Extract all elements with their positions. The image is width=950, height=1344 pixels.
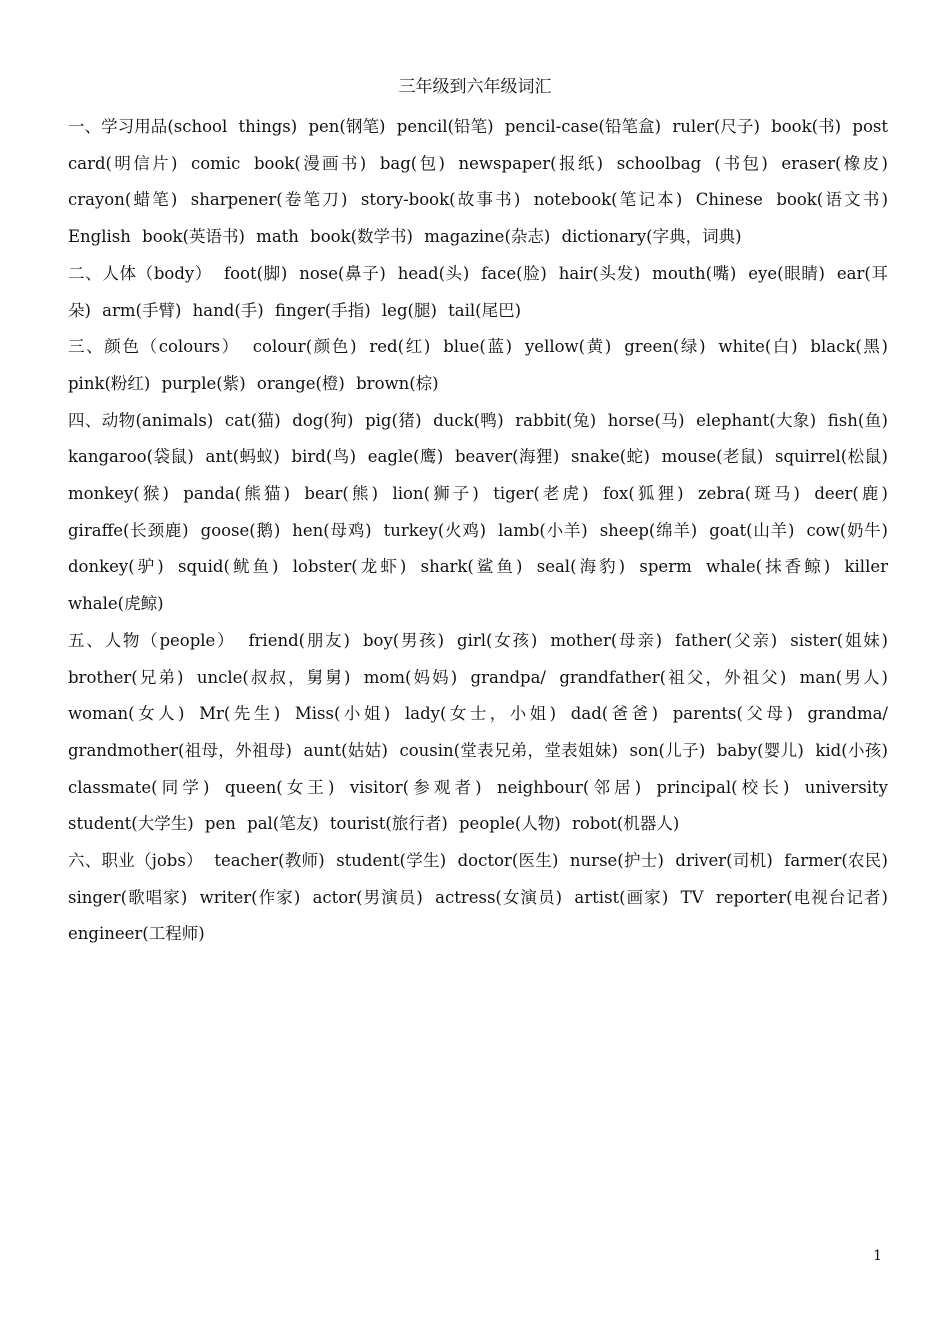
vocabulary-body	[68, 109, 888, 953]
section-body: 二、人体（body） foot(脚) nose(鼻子) head(头) face(脸) hair(头发) mouth(嘴) eye(眼睛) ear(耳朵) arm(手臂) hand(手) finger(手指) leg(腿) tail(尾巴)	[68, 263, 888, 320]
section-people: 五、人物（people） friend(朋友) boy(男孩) girl(女孩) mother(母亲) father(父亲) sister(姐妹) brother(兄弟) uncle(叔叔，舅舅) mom(妈妈) grandpa/ grandfather(祖父，外祖父) man(男人) woman(女人) Mr(先生) Miss(小姐) lady(女士，小姐) dad(爸爸) parents(父母) grandma/ grandmother(祖母，外祖母) aunt(姑姑) cousin(堂表兄弟，堂表姐妹) son(儿子) baby(婴儿) kid(小孩) classmate(同学) queen(女王) visitor(参观者) neighbour(邻居) principal(校长) university student(大学生) pen pal(笔友) tourist(旅行者) people(人物) robot(机器人)	[68, 630, 888, 834]
page-number: 1	[873, 1248, 882, 1264]
section-jobs: 六、职业（jobs） teacher(教师) student(学生) doctor(医生) nurse(护士) driver(司机) farmer(农民) singer(歌唱家) writer(作家) actor(男演员) actress(女演员) artist(画家) TV reporter(电视台记者) engineer(工程师)	[68, 851, 888, 944]
page-title: 三年级到六年级词汇	[398, 77, 552, 97]
section-school-things: 一、学习用品(school things) pen(钢笔) pencil(铅笔) pencil-case(铅笔盒) ruler(尺子) book(书) post card(明信片) comic book(漫画书) bag(包) newspaper(报纸) schoolbag (书包) eraser(橡皮) crayon(蜡笔) sharpener(卷笔刀) story-book(故事书) notebook(笔记本) Chinese book(语文书) English book(英语书) math book(数学书) magazine(杂志) dictionary(字典，词典)	[68, 117, 888, 247]
section-colours: 三、颜色（colours） colour(颜色) red(红) blue(蓝) yellow(黄) green(绿) white(白) black(黑) pink(粉红) purple(紫) orange(橙) brown(棕)	[68, 337, 888, 393]
section-animals: 四、动物(animals) cat(猫) dog(狗) pig(猪) duck(鸭) rabbit(兔) horse(马) elephant(大象) fish(鱼) kangaroo(袋鼠) ant(蚂蚁) bird(鸟) eagle(鹰) beaver(海狸) snake(蛇) mouse(老鼠) squirrel(松鼠) monkey(猴) panda(熊猫) bear(熊) lion(狮子) tiger(老虎) fox(狐狸) zebra(斑马) deer(鹿) giraffe(长颈鹿) goose(鹅) hen(母鸡) turkey(火鸡) lamb(小羊) sheep(绵羊) goat(山羊) cow(奶牛) donkey(驴) squid(鱿鱼) lobster(龙虾) shark(鲨鱼) seal(海豹) sperm whale(抹香鲸) killer whale(虎鲸)	[68, 410, 888, 614]
